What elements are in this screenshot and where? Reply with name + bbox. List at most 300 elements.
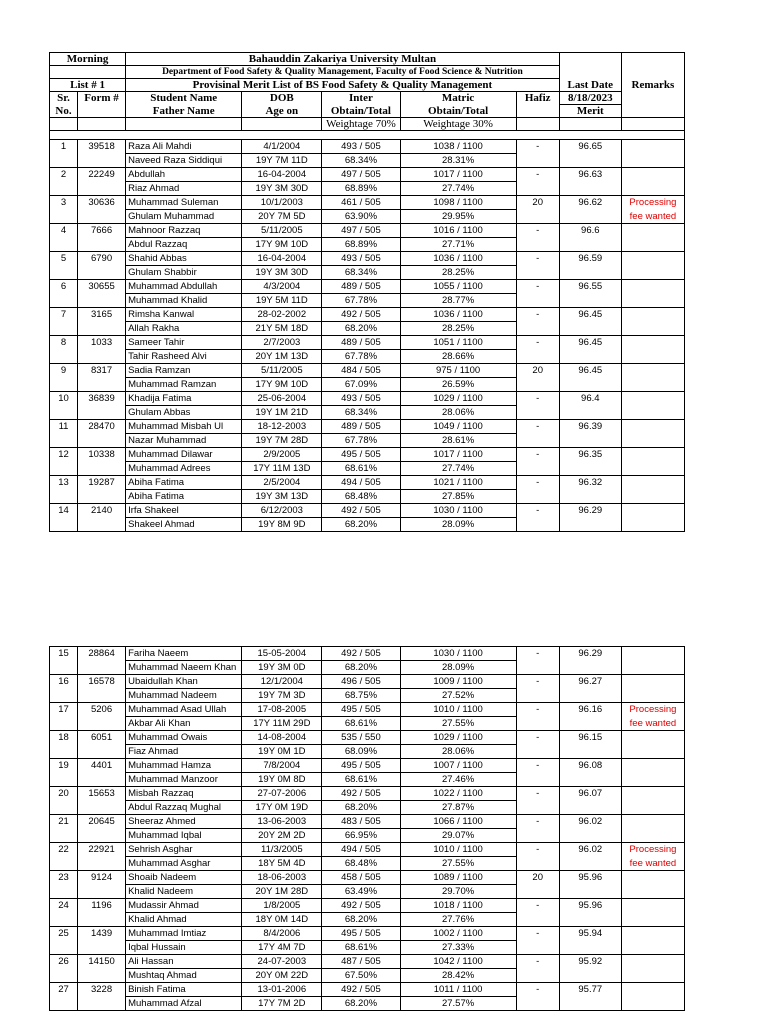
matric-marks-cell: 1017 / 1100 [400,448,516,462]
sr-cell: 2 [50,168,78,182]
merit-cell: 95.94 [559,927,621,941]
form-cell: 22921 [78,843,126,857]
inter-marks-cell: 495 / 505 [322,759,400,773]
table-row [50,815,685,829]
matric-weighted-cell: 28.09% [400,661,516,675]
blank-cell [78,913,126,927]
remark-cell [621,448,684,462]
form-cell: 36839 [78,392,126,406]
blank-cell [516,266,559,280]
blank-cell [50,238,78,252]
merit-cell: 96.07 [559,787,621,801]
hafiz-cell: - [516,140,559,154]
father-name-cell: Shakeel Ahmad [126,518,242,532]
blank-cell [50,210,78,224]
student-name-cell: Sehrish Asghar [126,843,242,857]
inter-marks-cell: 492 / 505 [322,647,400,661]
matric-marks-cell: 1042 / 1100 [400,955,516,969]
hafiz-cell: - [516,843,559,857]
blank-cell [78,294,126,308]
father-name-cell: Abdul Razzaq Mughal [126,801,242,815]
age-cell: 17Y 9M 10D [242,238,322,252]
matric-obtain-header: Obtain/Total [400,105,516,118]
form-cell: 7666 [78,224,126,238]
hafiz-cell: - [516,703,559,717]
blank-cell [516,105,559,118]
dob-cell: 12/1/2004 [242,675,322,689]
blank-cell [516,689,559,703]
inter-marks-cell: 492 / 505 [322,308,400,322]
blank-cell [559,661,621,675]
inter-weighted-cell: 67.50% [322,969,400,983]
table-row [50,843,685,857]
blank-cell [516,118,559,131]
table-row-continued [50,490,685,504]
blank-cell [50,350,78,364]
matric-marks-cell: 1011 / 1100 [400,983,516,997]
remark-cell-continued [621,518,684,532]
table-row [50,787,685,801]
dob-cell: 5/11/2005 [242,364,322,378]
blank-cell [78,406,126,420]
blank-cell [50,118,78,131]
merit-cell: 96.35 [559,448,621,462]
remark-cell [621,899,684,913]
blank-cell [50,829,78,843]
inter-weighted-cell: 68.20% [322,518,400,532]
remark-cell-continued [621,661,684,675]
matric-weighted-cell: 27.87% [400,801,516,815]
blank-cell [559,210,621,224]
student-name-cell: Sameer Tahir [126,336,242,350]
blank-cell [559,182,621,196]
form-cell: 2140 [78,504,126,518]
sr-cell: 25 [50,927,78,941]
matric-weighted-cell: 27.71% [400,238,516,252]
form-cell: 39518 [78,140,126,154]
table-row-continued [50,182,685,196]
age-cell: 19Y 3M 0D [242,661,322,675]
father-name-cell: Ghulam Muhammad [126,210,242,224]
rows-page-1 [50,140,685,532]
inter-marks-cell: 492 / 505 [322,787,400,801]
blank-cell [50,378,78,392]
blank-cell [516,745,559,759]
inter-marks-cell: 497 / 505 [322,168,400,182]
inter-marks-cell: 494 / 505 [322,843,400,857]
remark-cell-continued: fee wanted [621,210,684,224]
blank-cell [516,462,559,476]
inter-marks-cell: 484 / 505 [322,364,400,378]
form-cell: 22249 [78,168,126,182]
matric-marks-cell: 1036 / 1100 [400,252,516,266]
inter-marks-cell: 492 / 505 [322,504,400,518]
form-cell: 9124 [78,871,126,885]
remark-cell [621,955,684,969]
blank-cell [559,885,621,899]
remark-cell-continued [621,322,684,336]
age-cell: 20Y 1M 13D [242,350,322,364]
father-name-cell: Akbar Ali Khan [126,717,242,731]
sr-cell: 20 [50,787,78,801]
father-name-cell: Abiha Fatima [126,490,242,504]
inter-weighted-cell: 68.20% [322,801,400,815]
matric-marks-cell: 1010 / 1100 [400,843,516,857]
blank-cell [559,829,621,843]
inter-weighted-cell: 68.48% [322,857,400,871]
hafiz-cell: - [516,731,559,745]
student-name-cell: Abiha Fatima [126,476,242,490]
hafiz-cell: - [516,476,559,490]
remark-cell-continued [621,829,684,843]
blank-cell [559,745,621,759]
matric-marks-cell: 1022 / 1100 [400,787,516,801]
table-row-continued [50,322,685,336]
father-name-cell: Allah Rakha [126,322,242,336]
age-cell: 19Y 3M 13D [242,490,322,504]
blank-cell [516,773,559,787]
matric-marks-cell: 1030 / 1100 [400,504,516,518]
table-row-continued [50,434,685,448]
blank-cell [516,350,559,364]
merit-cell: 96.15 [559,731,621,745]
hafiz-cell: 20 [516,364,559,378]
father-name-cell: Muhammad Ramzan [126,378,242,392]
hafiz-cell: - [516,168,559,182]
table-row-continued [50,406,685,420]
table-row [50,280,685,294]
blank-cell [78,105,126,118]
dob-cell: 17-08-2005 [242,703,322,717]
form-cell: 14150 [78,955,126,969]
father-name-cell: Abdul Razzaq [126,238,242,252]
dob-cell: 10/1/2003 [242,196,322,210]
sr-cell: 26 [50,955,78,969]
blank-cell [559,969,621,983]
merit-cell: 95.96 [559,899,621,913]
shift-label: Morning [50,53,126,66]
sr-cell: 14 [50,504,78,518]
matric-weighted-cell: 26.59% [400,378,516,392]
form-cell: 6051 [78,731,126,745]
dob-cell: 27-07-2006 [242,787,322,801]
blank-cell [516,518,559,532]
sr-cell: 15 [50,647,78,661]
matric-marks-cell: 1030 / 1100 [400,647,516,661]
matric-marks-cell: 1036 / 1100 [400,308,516,322]
inter-weighted-cell: 68.34% [322,154,400,168]
hafiz-cell: - [516,675,559,689]
matric-marks-cell: 1051 / 1100 [400,336,516,350]
matric-marks-cell: 1049 / 1100 [400,420,516,434]
hafiz-cell: - [516,647,559,661]
blank-cell [78,490,126,504]
hafiz-cell: - [516,899,559,913]
inter-weighted-cell: 68.89% [322,238,400,252]
table-row [50,224,685,238]
inter-weighted-cell: 68.61% [322,941,400,955]
matric-weighted-cell: 27.46% [400,773,516,787]
age-cell: 17Y 0M 19D [242,801,322,815]
matric-weightage: Weightage 30% [400,118,516,131]
blank-cell [50,773,78,787]
sr-cell: 16 [50,675,78,689]
table-row [50,983,685,997]
inter-weighted-cell: 68.20% [322,997,400,1011]
table-row-continued [50,773,685,787]
merit-cell: 96.32 [559,476,621,490]
table-row-continued [50,801,685,815]
blank-cell [50,490,78,504]
matric-weighted-cell: 29.07% [400,829,516,843]
age-cell: 20Y 0M 22D [242,969,322,983]
dob-cell: 13-06-2003 [242,815,322,829]
remark-cell [621,504,684,518]
matric-marks-cell: 1018 / 1100 [400,899,516,913]
father-name-cell: Muhammad Iqbal [126,829,242,843]
age-cell: 18Y 5M 4D [242,857,322,871]
blank-cell [78,969,126,983]
remark-cell [621,140,684,154]
form-cell: 30655 [78,280,126,294]
dob-cell: 1/8/2005 [242,899,322,913]
merit-cell: 96.29 [559,504,621,518]
merit-cell: 96.62 [559,196,621,210]
age-cell: 19Y 7M 3D [242,689,322,703]
hafiz-cell: - [516,787,559,801]
blank-cell [559,913,621,927]
remark-cell-continued [621,462,684,476]
matric-header: Matric [400,92,516,105]
last-date-value: 8/18/2023 [559,92,621,105]
blank-cell [78,801,126,815]
table-row [50,675,685,689]
matric-weighted-cell: 29.70% [400,885,516,899]
remark-cell-continued [621,182,684,196]
sr-cell: 7 [50,308,78,322]
inter-marks-cell: 493 / 505 [322,140,400,154]
blank-cell [78,462,126,476]
age-cell: 20Y 7M 5D [242,210,322,224]
matric-marks-cell: 1055 / 1100 [400,280,516,294]
inter-weighted-cell: 68.61% [322,717,400,731]
hafiz-cell: - [516,420,559,434]
father-name-cell: Muhammad Khalid [126,294,242,308]
blank-cell [516,294,559,308]
table-row-continued [50,154,685,168]
dob-cell: 15-05-2004 [242,647,322,661]
father-name-cell: Muhammad Naeem Khan [126,661,242,675]
remark-cell: Processing [621,703,684,717]
merit-cell: 96.65 [559,140,621,154]
form-cell: 1439 [78,927,126,941]
form-cell: 19287 [78,476,126,490]
table-row [50,476,685,490]
hafiz-cell: - [516,983,559,997]
remark-cell-continued [621,745,684,759]
matric-weighted-cell: 27.33% [400,941,516,955]
dob-cell: 16-04-2004 [242,252,322,266]
blank-cell [516,801,559,815]
matric-weighted-cell: 27.52% [400,689,516,703]
student-name-cell: Sadia Ramzan [126,364,242,378]
dob-cell: 28-02-2002 [242,308,322,322]
blank-cell [78,773,126,787]
blank-cell [559,266,621,280]
hafiz-cell: - [516,759,559,773]
student-name-cell: Shahid Abbas [126,252,242,266]
dob-cell: 2/5/2004 [242,476,322,490]
table-row [50,647,685,661]
blank-cell [50,661,78,675]
table-row [50,196,685,210]
blank-cell [516,210,559,224]
matric-weighted-cell: 28.09% [400,518,516,532]
blank-cell [559,518,621,532]
remark-cell-continued [621,773,684,787]
dob-cell: 13-01-2006 [242,983,322,997]
table-row [50,448,685,462]
father-name-cell: Tahir Rasheed Alvi [126,350,242,364]
hafiz-cell: - [516,252,559,266]
dob-cell: 2/7/2003 [242,336,322,350]
remark-cell [621,168,684,182]
table-row [50,759,685,773]
sr-cell: 8 [50,336,78,350]
blank-cell [78,434,126,448]
blank-cell [50,997,78,1011]
father-name-cell: Muhammad Manzoor [126,773,242,787]
matric-weighted-cell: 28.77% [400,294,516,308]
table-row [50,308,685,322]
age-cell: 19Y 7M 11D [242,154,322,168]
table-row-continued [50,294,685,308]
remark-cell [621,308,684,322]
table-row-continued [50,997,685,1011]
sr-cell: 4 [50,224,78,238]
form-cell: 20645 [78,815,126,829]
inter-marks-cell: 494 / 505 [322,476,400,490]
student-name-cell: Ali Hassan [126,955,242,969]
matric-marks-cell: 1098 / 1100 [400,196,516,210]
blank-cell [78,941,126,955]
student-name-cell: Mudassir Ahmad [126,899,242,913]
sr-cell: 6 [50,280,78,294]
hafiz-cell: - [516,280,559,294]
sr-cell: 23 [50,871,78,885]
table-row [50,392,685,406]
table-row-continued [50,885,685,899]
age-cell: 17Y 9M 10D [242,378,322,392]
student-name-cell: Binish Fatima [126,983,242,997]
sr-cell: 9 [50,364,78,378]
inter-marks-cell: 495 / 505 [322,927,400,941]
inter-marks-cell: 535 / 550 [322,731,400,745]
inter-weighted-cell: 68.20% [322,913,400,927]
header-spacer [50,131,685,140]
sr-cell: 17 [50,703,78,717]
father-name-cell: Ghulam Shabbir [126,266,242,280]
remark-cell-continued [621,801,684,815]
dob-cell: 18-12-2003 [242,420,322,434]
father-name-cell: Muhammad Adrees [126,462,242,476]
matric-marks-cell: 1010 / 1100 [400,703,516,717]
father-name-cell: Muhammad Asghar [126,857,242,871]
blank-cell [126,118,242,131]
student-name-cell: Abdullah [126,168,242,182]
blank-cell [78,885,126,899]
matric-marks-cell: 1016 / 1100 [400,224,516,238]
hafiz-cell: 20 [516,196,559,210]
father-name-cell: Mushtaq Ahmad [126,969,242,983]
hafiz-cell: - [516,448,559,462]
blank-cell [50,66,126,79]
form-cell: 10338 [78,448,126,462]
student-name-cell: Muhammad Imtiaz [126,927,242,941]
blank-cell [78,661,126,675]
merit-cell: 96.45 [559,336,621,350]
blank-cell [516,941,559,955]
blank-cell [516,857,559,871]
dob-header: DOB [242,92,322,105]
blank-cell [559,406,621,420]
merit-cell: 95.92 [559,955,621,969]
department-name: Department of Food Safety & Quality Management, Faculty of Food Science & Nutrition [126,66,560,79]
remark-cell-continued [621,266,684,280]
hafiz-cell: - [516,955,559,969]
father-name-cell: Riaz Ahmad [126,182,242,196]
matric-marks-cell: 1021 / 1100 [400,476,516,490]
blank-cell [516,717,559,731]
remark-cell-continued: fee wanted [621,857,684,871]
inter-marks-cell: 497 / 505 [322,224,400,238]
matric-weighted-cell: 28.42% [400,969,516,983]
form-cell: 1196 [78,899,126,913]
blank-cell [50,717,78,731]
dob-cell: 24-07-2003 [242,955,322,969]
inter-weighted-cell: 67.78% [322,294,400,308]
table-row-continued [50,350,685,364]
remark-cell-continued [621,238,684,252]
blank-cell [516,406,559,420]
matric-marks-cell: 1029 / 1100 [400,731,516,745]
blank-cell [50,434,78,448]
blank-cell [559,434,621,448]
blank-cell [78,829,126,843]
blank-cell [78,518,126,532]
remark-cell-continued [621,913,684,927]
matric-weighted-cell: 27.74% [400,182,516,196]
blank-cell [78,210,126,224]
age-cell: 18Y 0M 14D [242,913,322,927]
hafiz-cell: 20 [516,871,559,885]
age-cell: 19Y 8M 9D [242,518,322,532]
blank-cell [50,182,78,196]
age-cell: 19Y 3M 30D [242,266,322,280]
dob-cell: 6/12/2003 [242,504,322,518]
age-cell: 17Y 7M 2D [242,997,322,1011]
sr-header: Sr. [50,92,78,105]
merit-cell: 96.45 [559,308,621,322]
student-name-cell: Raza Ali Mahdi [126,140,242,154]
table-row-continued [50,941,685,955]
age-cell: 20Y 1M 28D [242,885,322,899]
dob-cell: 4/1/2004 [242,140,322,154]
student-name-cell: Mahnoor Razzaq [126,224,242,238]
remark-cell [621,871,684,885]
blank-cell [78,182,126,196]
table-row [50,252,685,266]
